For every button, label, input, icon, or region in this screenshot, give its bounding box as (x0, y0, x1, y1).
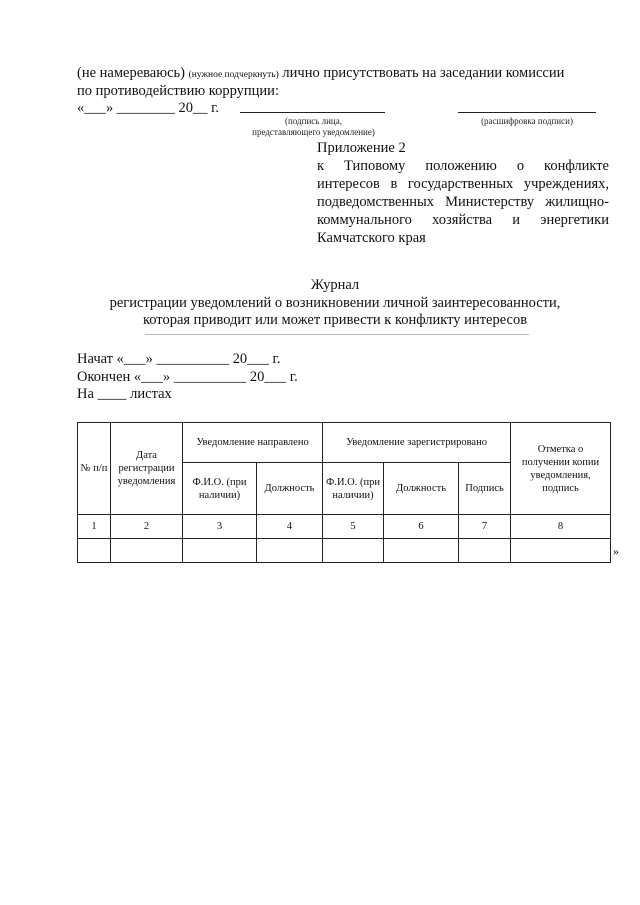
appendix-line: коммунального хозяйства и энергетики (317, 212, 609, 228)
journal-ended: Окончен «___» __________ 20___ г. (77, 369, 298, 385)
table-cell (459, 539, 511, 563)
journal-subtitle-2: которая приводит или может привести к конфликту интересов (142, 312, 528, 328)
journal-title: Журнал (310, 277, 360, 293)
signature-caption-line-1: (подпись лица, (285, 116, 342, 126)
appendix-title: Приложение 2 (317, 140, 406, 156)
header-registration-date: Дата регистрации уведомления (111, 423, 183, 515)
table-cell (323, 539, 384, 563)
decode-caption: (расшифровка подписи) (481, 116, 573, 126)
column-number: 1 (78, 515, 111, 539)
header-number: № п/п (78, 423, 111, 515)
table-cell (78, 539, 111, 563)
journal-started: Начат «___» __________ 20___ г. (77, 351, 281, 367)
subheader-fio-sent: Ф.И.О. (при наличии) (183, 463, 257, 515)
subheader-position-sent: Должность (257, 463, 323, 515)
signature-line (240, 112, 385, 113)
closing-quote: » (613, 544, 619, 558)
signature-caption-line-2: представляющего уведомление) (252, 127, 375, 137)
consent-line-2: по противодействию коррупции: (77, 83, 279, 99)
consent-not-intend: (не намереваюсь) (77, 65, 185, 81)
column-number: 6 (384, 515, 459, 539)
journal-sheets: На ____ листах (77, 386, 172, 402)
column-number: 2 (111, 515, 183, 539)
column-number: 7 (459, 515, 511, 539)
table-header-row (78, 423, 611, 463)
header-copy-receipt-mark: Отметка о получении копии уведомления, подпись (511, 423, 611, 515)
consent-attend-text: лично присутствовать на заседании комиссии (282, 65, 565, 81)
decode-signature-line (458, 112, 596, 113)
column-number: 3 (183, 515, 257, 539)
appendix-line-last: Камчатского края (317, 230, 426, 246)
table-cell (511, 539, 611, 563)
appendix-line: интересов в государственных учреждениях, (317, 176, 609, 192)
consent-note: (нужное подчеркнуть) (188, 70, 279, 80)
table-number-row (78, 515, 611, 539)
appendix-line: к Типовому положению о конфликте (317, 158, 609, 174)
appendix-text (317, 157, 609, 247)
subheader-fio-registered: Ф.И.О. (при наличии) (323, 463, 384, 515)
consent-line-1 (77, 64, 564, 84)
registration-table (77, 422, 611, 563)
table-cell (111, 539, 183, 563)
appendix-line: подведомственных Министерству жилищно- (317, 194, 609, 210)
signature-caption (226, 116, 401, 138)
column-number: 4 (257, 515, 323, 539)
journal-subtitle-1: регистрации уведомлений о возникновении личной заинтересованности, (109, 295, 561, 311)
table-empty-row (78, 539, 611, 563)
consent-date-field: «___» ________ 20__ г. (77, 100, 220, 116)
table-cell (183, 539, 257, 563)
journal-divider (145, 334, 529, 335)
subheader-signature: Подпись (459, 463, 511, 515)
table-cell (257, 539, 323, 563)
column-number: 8 (511, 515, 611, 539)
header-notification-sent: Уведомление направлено (183, 423, 323, 463)
header-notification-registered: Уведомление зарегистрировано (323, 423, 511, 463)
column-number: 5 (323, 515, 384, 539)
subheader-position-registered: Должность (384, 463, 459, 515)
table-cell (384, 539, 459, 563)
